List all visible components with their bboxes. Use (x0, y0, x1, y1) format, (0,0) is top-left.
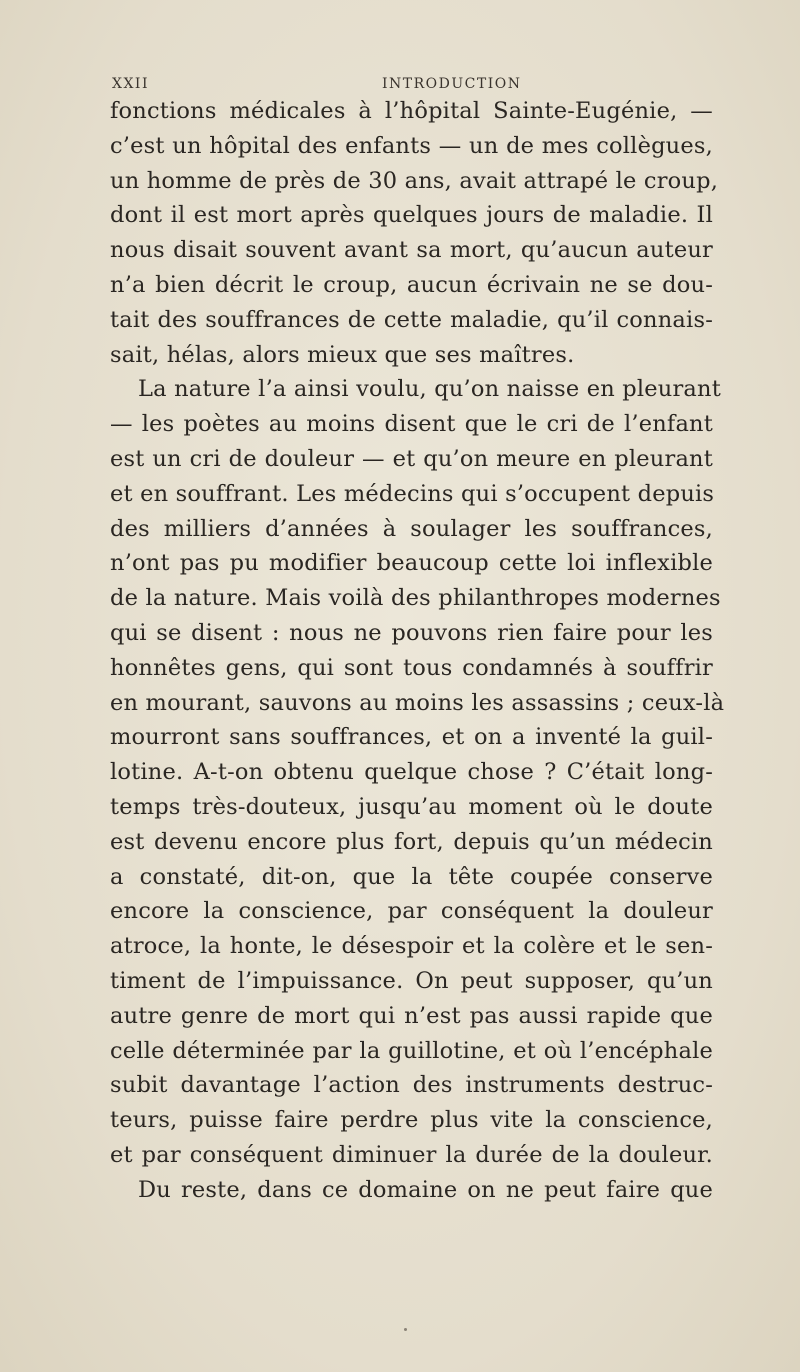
text-line: La nature l’a ainsi voulu, qu’on naisse en pleurant (138, 376, 721, 403)
text-line: atroce, la honte, le désespoir et la colère et le sen- (110, 933, 713, 960)
text-line: est devenu encore plus fort, depuis qu’un médecin (110, 828, 713, 855)
text-line: c’est un hôpital des enfants — un de mes collègues, (110, 132, 713, 159)
text-line: a constaté, dit-on, que la tête coupée conserve (110, 863, 713, 890)
text-line: un homme de près de 30 ans, avait attrapé le croup, (110, 167, 719, 194)
page-number: XXII (112, 76, 149, 92)
text-line: temps très-douteux, jusqu’au moment où le doute (110, 793, 713, 820)
text-line: celle déterminée par la guillotine, et où l’encéphale (110, 1037, 713, 1064)
text-line: n’a bien décrit le croup, aucun écrivain ne se dou- (110, 271, 713, 298)
text-line: teurs, puisse faire perdre plus vite la conscience, (110, 1107, 713, 1134)
text-line: honnêtes gens, qui sont tous condamnés à souffrir (110, 654, 713, 681)
text-line: qui se disent : nous ne pouvons rien faire pour les (110, 619, 713, 646)
text-line: lotine. A-t-on obtenu quelque chose ? C’était long- (110, 759, 713, 786)
text-line: encore la conscience, par conséquent la douleur (110, 898, 713, 925)
text-line: des milliers d’années à soulager les souffrances, (110, 515, 713, 542)
text-line: nous disait souvent avant sa mort, qu’aucun auteur (110, 237, 713, 264)
text-line: n’ont pas pu modifier beaucoup cette loi inflexible (110, 550, 713, 577)
text-line: fonctions médicales à l’hôpital Sainte-Eugénie, — (110, 98, 713, 124)
text-line: tait des souffrances de cette maladie, qu’il connais- (110, 306, 713, 333)
text-line: de la nature. Mais voilà des philanthropes modernes (110, 585, 721, 612)
text-line: — les poètes au moins disent que le cri de l’enfant (110, 411, 713, 438)
text-line: est un cri de douleur — et qu’on meure en pleurant (110, 445, 713, 472)
text-line: mourront sans souffrances, et on a inventé la guil- (110, 724, 713, 751)
text-line: timent de l’impuissance. On peut supposer, qu’un (110, 967, 713, 994)
text-line: et en souffrant. Les médecins qui s’occupent depuis (110, 480, 715, 507)
text-line: autre genre de mort qui n’est pas aussi rapide que (110, 1002, 713, 1029)
running-title: INTRODUCTION (382, 76, 522, 92)
text-line: subit davantage l’action des instruments destruc- (110, 1072, 713, 1099)
text-line: en mourant, sauvons au moins les assassins ; ceux-là (110, 689, 725, 716)
text-line: Du reste, dans ce domaine on ne peut faire que (138, 1176, 713, 1203)
text-line: dont il est mort après quelques jours de maladie. Il (110, 202, 713, 229)
text-line: et par conséquent diminuer la durée de la douleur. (110, 1141, 713, 1168)
ink-speck (404, 1328, 407, 1331)
text-line: sait, hélas, alors mieux que ses maîtres. (110, 341, 575, 368)
body-text (110, 94, 725, 1208)
